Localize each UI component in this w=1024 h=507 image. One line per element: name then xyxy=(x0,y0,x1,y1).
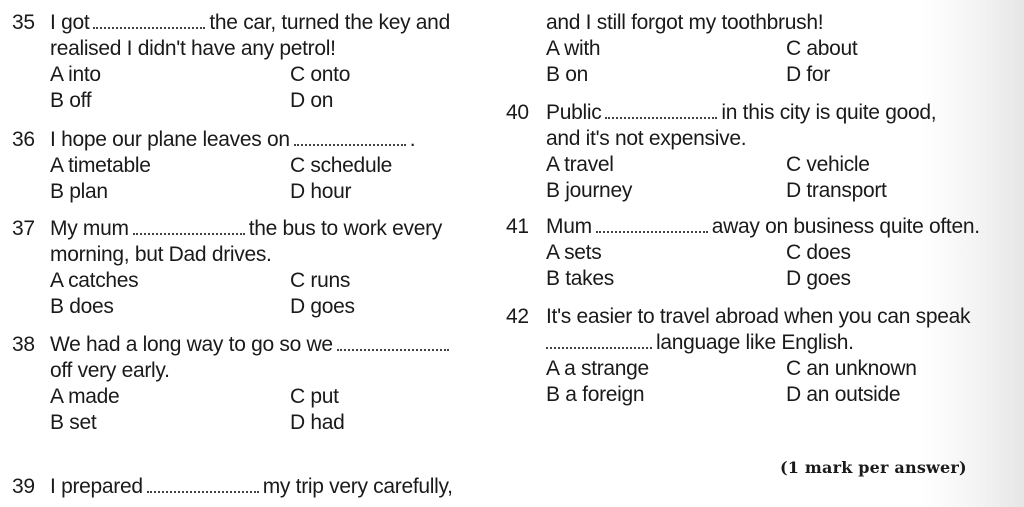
right-column xyxy=(506,0,980,507)
question-stem-line2: realised I didn't have any petrol! xyxy=(50,37,336,60)
option-c: C put xyxy=(290,385,339,408)
option-a: A into xyxy=(50,63,101,86)
answer-blank xyxy=(93,13,205,29)
answer-options xyxy=(50,62,470,114)
option-d: D goes xyxy=(786,267,851,290)
option-b: B plan xyxy=(50,180,108,203)
answer-options xyxy=(50,153,470,205)
option-c: C does xyxy=(786,241,851,264)
question-stem: We had a long way to go so we xyxy=(50,332,470,358)
question-stem-line2: off very early. xyxy=(50,359,170,382)
option-c: C about xyxy=(786,37,858,60)
answer-blank xyxy=(605,103,717,119)
answer-options xyxy=(546,36,986,88)
option-b: B a foreign xyxy=(546,383,645,406)
answer-options xyxy=(50,268,470,320)
option-a: A travel xyxy=(546,153,614,176)
answer-options xyxy=(50,384,470,436)
option-d: D transport xyxy=(786,179,887,202)
question-stem: I hope our plane leaves on . xyxy=(50,128,416,151)
option-d: D on xyxy=(290,89,334,112)
left-column xyxy=(0,0,470,507)
option-a: A with xyxy=(546,37,601,60)
mark-note: (1 mark per answer) xyxy=(780,458,967,477)
question-stem: It's easier to travel abroad when you can speak xyxy=(546,305,971,328)
option-c: C an unknown xyxy=(786,357,917,380)
question-stem-line2: language like English. xyxy=(546,330,986,356)
option-a: A catches xyxy=(50,269,139,292)
option-c: C runs xyxy=(290,269,351,292)
option-a: A timetable xyxy=(50,154,151,177)
question-stem-line2: morning, but Dad drives. xyxy=(50,243,272,266)
option-b: B journey xyxy=(546,179,633,202)
answer-options xyxy=(546,356,986,408)
question-number: 36 xyxy=(12,128,35,151)
question-number: 39 xyxy=(12,475,35,498)
question-stem: I prepared my trip very carefully, xyxy=(50,475,453,498)
question-number: 35 xyxy=(12,11,35,34)
question-stem-line2: and it's not expensive. xyxy=(546,127,747,150)
option-d: D had xyxy=(290,411,345,434)
option-a: A sets xyxy=(546,241,602,264)
option-b: B on xyxy=(546,63,588,86)
option-c: C vehicle xyxy=(786,153,870,176)
option-c: C schedule xyxy=(290,154,393,177)
option-b: B takes xyxy=(546,267,614,290)
question-stem: Public in this city is quite good, xyxy=(546,101,937,124)
question-number: 41 xyxy=(506,215,529,238)
option-d: D an outside xyxy=(786,383,901,406)
option-d: D goes xyxy=(290,295,355,318)
answer-options xyxy=(546,152,986,204)
option-a: A made xyxy=(50,385,120,408)
option-d: D for xyxy=(786,63,831,86)
question-number: 38 xyxy=(12,333,35,356)
question-number: 40 xyxy=(506,101,529,124)
answer-blank xyxy=(147,477,259,493)
question-stem: I got the car, turned the key and xyxy=(50,11,450,34)
question-number: 37 xyxy=(12,217,35,240)
option-b: B off xyxy=(50,89,92,112)
question-stem: My mum the bus to work every xyxy=(50,217,442,240)
question-number: 42 xyxy=(506,305,529,328)
option-c: C onto xyxy=(290,63,351,86)
option-b: B set xyxy=(50,411,97,434)
answer-blank xyxy=(596,217,708,233)
answer-options xyxy=(546,240,986,292)
question-stem: Mum away on business quite often. xyxy=(546,215,980,238)
answer-blank xyxy=(294,130,406,146)
option-d: D hour xyxy=(290,180,352,203)
answer-blank xyxy=(546,333,652,349)
option-a: A a strange xyxy=(546,357,649,380)
question-stem-line2: and I still forgot my toothbrush! xyxy=(546,11,824,34)
answer-blank xyxy=(337,335,449,351)
answer-blank xyxy=(133,219,245,235)
option-b: B does xyxy=(50,295,114,318)
